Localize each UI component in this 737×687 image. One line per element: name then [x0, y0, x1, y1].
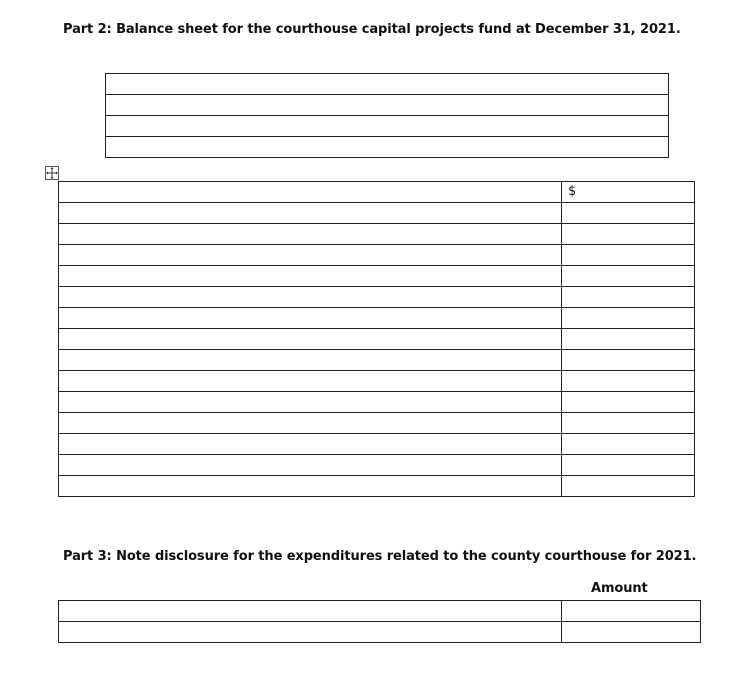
- table-row: [59, 224, 695, 245]
- amount-cell[interactable]: [562, 476, 695, 497]
- table-row: [59, 371, 695, 392]
- table-row: [106, 95, 669, 116]
- move-arrows-icon[interactable]: [45, 166, 59, 180]
- line-item-cell[interactable]: [59, 287, 562, 308]
- line-item-cell[interactable]: [59, 392, 562, 413]
- table-row: [106, 116, 669, 137]
- line-item-cell[interactable]: [59, 371, 562, 392]
- line-item-cell[interactable]: [59, 245, 562, 266]
- table-row: [59, 350, 695, 371]
- amount-cell[interactable]: [562, 287, 695, 308]
- amount-cell[interactable]: [562, 329, 695, 350]
- line-item-cell[interactable]: [59, 203, 562, 224]
- header-cell[interactable]: [106, 137, 669, 158]
- amount-cell[interactable]: [562, 622, 701, 643]
- table-row: [59, 245, 695, 266]
- table-row: [106, 74, 669, 95]
- line-item-cell[interactable]: [59, 182, 562, 203]
- line-item-cell[interactable]: [59, 350, 562, 371]
- amount-cell[interactable]: [562, 203, 695, 224]
- amount-cell[interactable]: [562, 371, 695, 392]
- table-row: [59, 203, 695, 224]
- amount-cell[interactable]: [562, 308, 695, 329]
- line-item-cell[interactable]: [59, 266, 562, 287]
- description-cell[interactable]: [59, 622, 562, 643]
- amount-cell[interactable]: [562, 224, 695, 245]
- table-row: [59, 601, 701, 622]
- table-row: [59, 476, 695, 497]
- table-row: [59, 287, 695, 308]
- amount-cell[interactable]: [562, 601, 701, 622]
- dollar-sign: $: [568, 184, 577, 199]
- table-row: [59, 413, 695, 434]
- header-cell[interactable]: [106, 74, 669, 95]
- table-row: [59, 392, 695, 413]
- amount-cell[interactable]: [562, 392, 695, 413]
- balance-sheet-header-table: [105, 73, 669, 158]
- note-disclosure-table: [58, 600, 701, 643]
- part2-heading: Part 2: Balance sheet for the courthouse capital projects fund at December 31, 2021.: [63, 22, 681, 37]
- description-cell[interactable]: [59, 601, 562, 622]
- table-row: [59, 308, 695, 329]
- table-row: [59, 434, 695, 455]
- amount-cell[interactable]: [562, 266, 695, 287]
- table-row: [59, 455, 695, 476]
- balance-sheet-table: [58, 181, 695, 497]
- amount-cell[interactable]: [562, 350, 695, 371]
- amount-cell[interactable]: [562, 245, 695, 266]
- amount-cell[interactable]: [562, 413, 695, 434]
- table-row: [59, 266, 695, 287]
- table-row: [59, 329, 695, 350]
- line-item-cell[interactable]: [59, 224, 562, 245]
- line-item-cell[interactable]: [59, 329, 562, 350]
- amount-column-header: Amount: [591, 581, 648, 596]
- table-row: [106, 137, 669, 158]
- line-item-cell[interactable]: [59, 476, 562, 497]
- table-row: [59, 622, 701, 643]
- line-item-cell[interactable]: [59, 455, 562, 476]
- line-item-cell[interactable]: [59, 413, 562, 434]
- part3-heading: Part 3: Note disclosure for the expenditures related to the county courthouse for 2021.: [63, 549, 697, 564]
- header-cell[interactable]: [106, 95, 669, 116]
- line-item-cell[interactable]: [59, 308, 562, 329]
- amount-cell[interactable]: [562, 182, 695, 203]
- amount-cell[interactable]: [562, 455, 695, 476]
- table-row: [59, 182, 695, 203]
- header-cell[interactable]: [106, 116, 669, 137]
- line-item-cell[interactable]: [59, 434, 562, 455]
- amount-cell[interactable]: [562, 434, 695, 455]
